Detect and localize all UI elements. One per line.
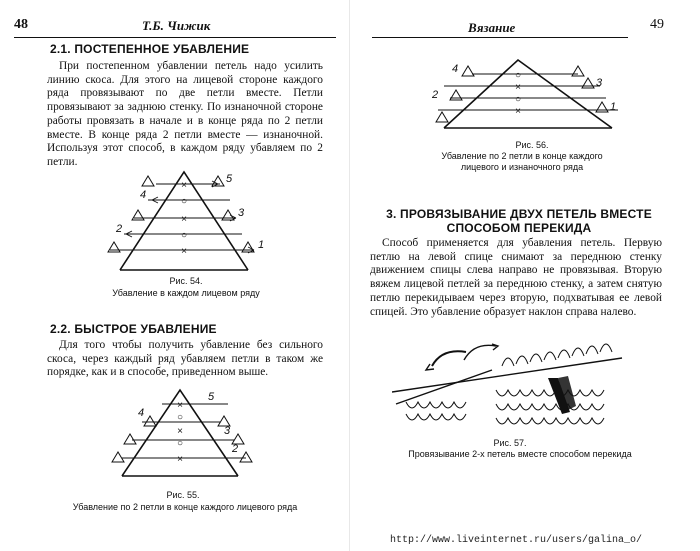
figure-54-diagram: [96, 166, 276, 274]
running-head: Т.Б. Чижик: [142, 18, 211, 33]
stitch-x-mark: ×: [177, 454, 183, 465]
row-label: 4: [452, 63, 459, 75]
running-head: Вязание: [468, 20, 516, 35]
section-title: 2.2. БЫСТРОЕ УБАВЛЕНИЕ: [50, 322, 217, 336]
decrease-triangle-icon: [450, 90, 462, 100]
stitch-o-mark: ○: [180, 196, 188, 207]
row-label: 4: [140, 189, 147, 201]
figure-caption-text: Провязывание 2-х петель вместе способом перекида: [408, 449, 632, 459]
section-title: 3. ПРОВЯЗЫВАНИЕ ДВУХ ПЕТЕЛЬ ВМЕСТЕ СПОСОБОМ ПЕРЕКИДА: [386, 207, 652, 235]
row-label: 3: [224, 425, 231, 437]
row-label: 2: [116, 223, 123, 235]
stitch-o-mark: ○: [176, 412, 184, 423]
figure-caption-text: Убавление по 2 петли в конце каждого лицевого ряда: [72, 502, 298, 512]
decrease-triangle-icon: [596, 102, 608, 112]
decrease-triangle-icon: [582, 78, 594, 88]
decrease-triangle-icon: [132, 210, 144, 220]
decrease-triangle-icon: [436, 112, 448, 122]
figure-caption-text: Убавление в каждом лицевом ряду: [112, 288, 260, 298]
row-label: 5: [208, 391, 215, 403]
figure-57-illustration: [392, 330, 628, 430]
row-label: 1: [610, 101, 617, 113]
stitch-o-mark: ○: [514, 70, 522, 81]
row-label: 3: [596, 77, 603, 89]
decrease-triangle-icon: [240, 452, 252, 462]
right-page: [350, 0, 700, 551]
stitch-x-mark: ×: [515, 82, 521, 93]
header-rule: [14, 37, 336, 38]
section-body: Для того чтобы получить убавление без сильного скоса, через каждый ряд убавляем петли в таком же порядке, как и в способе, приведенном выше.: [47, 339, 323, 379]
stitch-o-mark: ○: [176, 438, 184, 449]
row-label: 3: [238, 207, 245, 219]
row-label: 2: [432, 89, 439, 101]
figure-caption-text: Убавление по 2 петли в конце каждого лицевого и изнаночного ряда: [441, 151, 603, 172]
figure-caption-number: Рис. 57.: [493, 438, 527, 448]
stitch-x-mark: ×: [177, 426, 183, 437]
figure-55-diagram: [108, 382, 258, 482]
figure-caption-number: Рис. 56.: [515, 140, 549, 150]
stitch-o-mark: ○: [180, 230, 188, 241]
stitch-x-mark: ×: [181, 180, 187, 191]
figure-56-diagram: [432, 56, 632, 134]
figure-caption-number: Рис. 55.: [166, 490, 200, 500]
decrease-triangle-icon: [142, 176, 154, 186]
decrease-triangle-icon: [108, 242, 120, 252]
page-number: 49: [650, 17, 664, 32]
figure-caption-number: Рис. 54.: [169, 276, 203, 286]
section-title: 2.1. ПОСТЕПЕННОЕ УБАВЛЕНИЕ: [50, 42, 250, 56]
decrease-triangle-icon: [124, 434, 136, 444]
stitch-o-mark: ○: [514, 94, 522, 105]
page-number: 48: [14, 17, 28, 32]
stitch-x-mark: ×: [181, 246, 187, 257]
footer-url[interactable]: http://www.liveinternet.ru/users/galina_o/: [390, 535, 643, 546]
decrease-triangle-icon: [222, 210, 234, 220]
right-needle: [396, 370, 492, 404]
row-label: 4: [138, 407, 145, 419]
stitch-x-mark: ×: [181, 214, 187, 225]
section-body: Способ применяется для убавления петель. Первую петлю на левой спице снимают за переднюю стенку движением спицы слева направо не провязывая. Вторую вяжем лицевой петлей за переднюю стенку, а затем снятую петлю перекидываем через вторую, подхватывая ее левой спицей. Это убавление образует наклон справа налево.: [370, 237, 662, 318]
stitch-x-mark: ×: [515, 106, 521, 117]
decrease-triangle-icon: [462, 66, 474, 76]
decrease-triangle-icon: [144, 416, 156, 426]
left-needle: [392, 358, 622, 392]
row-label: 1: [258, 239, 265, 251]
decrease-triangle-icon: [112, 452, 124, 462]
header-rule: [372, 37, 628, 38]
stitch-x-mark: ×: [177, 400, 183, 411]
decrease-triangle-icon: [572, 66, 584, 76]
row-label: 2: [232, 443, 239, 455]
row-label: 5: [226, 173, 233, 185]
section-body: При постепенном убавлении петель надо усилить линию скоса. Для этого на лицевой стороне каждого ряда провязывают по две петли вместе. Петли провязывают за заднюю стенку. По изнаночной стороне работы провязать в начале и в конце ряда по 2 петли вместе. В конце ряда 2 петли вместе — изнаночной. Используя этот способ, в каждом ряду убавляем по 2 петли.: [47, 60, 323, 168]
